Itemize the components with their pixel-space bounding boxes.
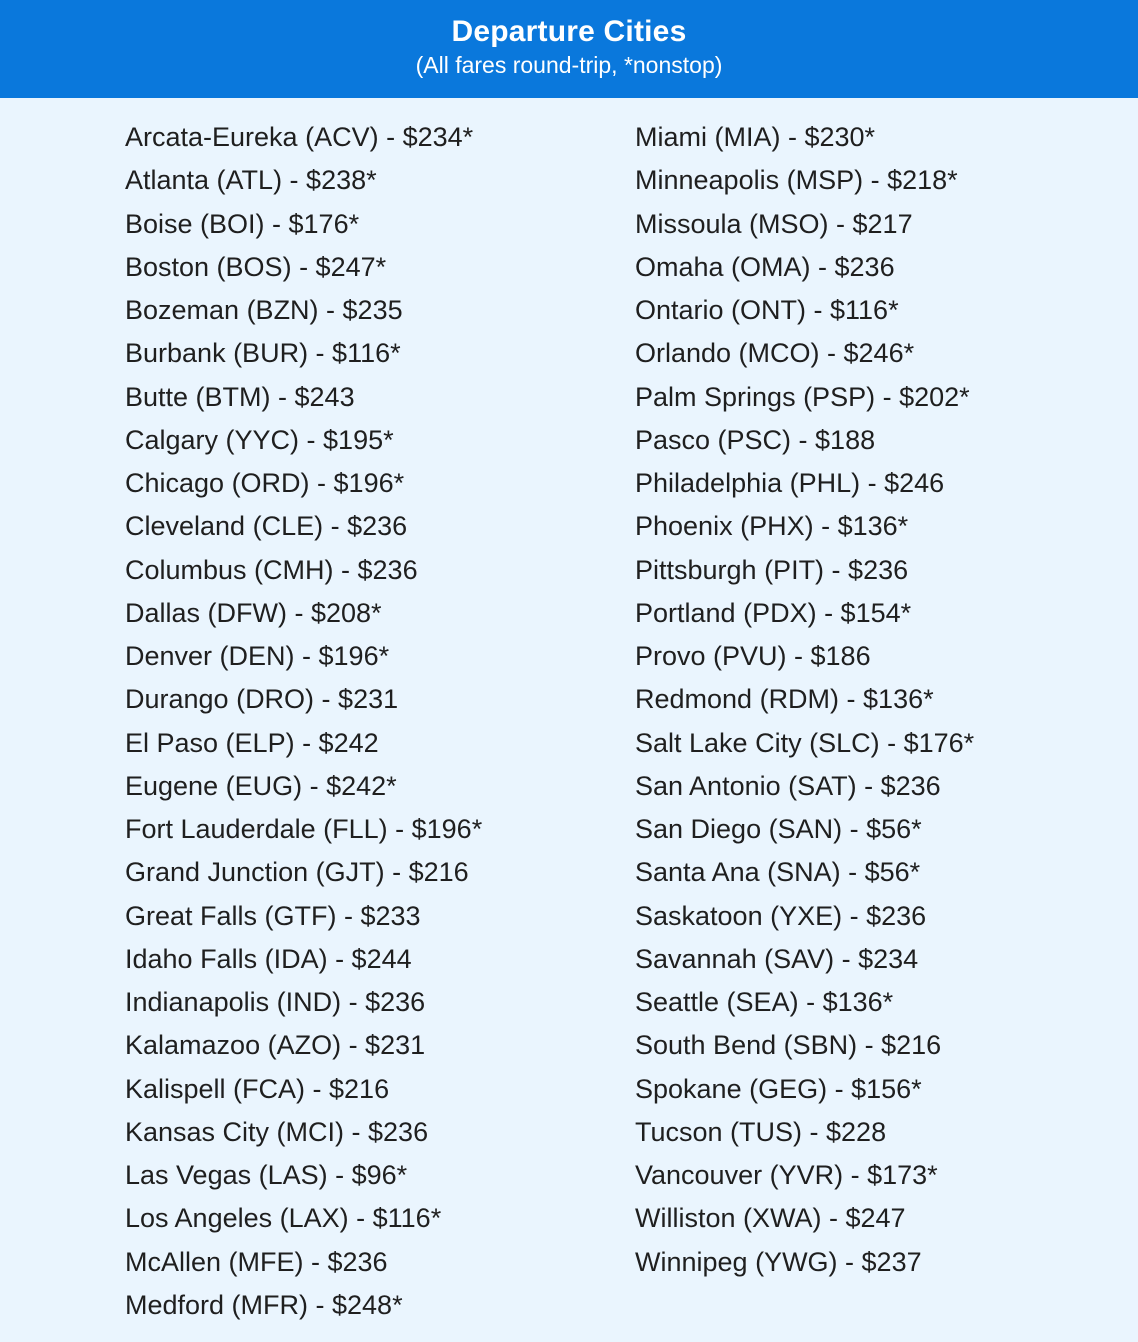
city-fare-item: Phoenix (PHX) - $136* bbox=[635, 511, 909, 542]
city-fare-item: San Diego (SAN) - $56* bbox=[635, 814, 922, 844]
city-fare-item: Butte (BTM) - $243 bbox=[125, 381, 355, 412]
city-fare-item: Cleveland (CLE) - $236 bbox=[125, 511, 408, 542]
city-fare-item: Kalamazoo (AZO) - $231 bbox=[125, 1030, 426, 1061]
city-fare-item: San Antonio (SAT) - $236 bbox=[635, 770, 941, 801]
right-city-column bbox=[635, 116, 974, 1284]
city-fare-item: Idaho Falls (IDA) - $244 bbox=[125, 943, 412, 974]
city-fare-item: Salt Lake City (SLC) - $176* bbox=[635, 727, 975, 758]
city-fare-item: Denver (DEN) - $196* bbox=[125, 641, 390, 671]
city-fare-item: McAllen (MFE) - $236 bbox=[125, 1246, 388, 1277]
city-fare-item: Redmond (RDM) - $136* bbox=[635, 684, 934, 715]
city-fare-item: Fort Lauderdale (FLL) - $196* bbox=[125, 814, 483, 844]
city-fare-item: Boston (BOS) - $247* bbox=[125, 251, 387, 282]
city-fare-item: Kalispell (FCA) - $216 bbox=[125, 1073, 390, 1104]
city-fare-item: Dallas (DFW) - $208* bbox=[125, 597, 382, 628]
city-fare-item: Las Vegas (LAS) - $96* bbox=[125, 1160, 408, 1190]
city-fare-item: Vancouver (YVR) - $173* bbox=[635, 1160, 938, 1190]
city-fare-item: South Bend (SBN) - $216 bbox=[635, 1030, 942, 1061]
city-fare-item: Spokane (GEG) - $156* bbox=[635, 1073, 922, 1104]
city-fare-item: Burbank (BUR) - $116* bbox=[125, 338, 401, 369]
city-fare-item: Palm Springs (PSP) - $202* bbox=[635, 381, 970, 412]
city-fare-item: Pittsburgh (PIT) - $236 bbox=[635, 554, 909, 585]
city-fare-item: Columbus (CMH) - $236 bbox=[125, 554, 418, 585]
city-fare-item: Ontario (ONT) - $116* bbox=[635, 295, 899, 325]
city-fare-item: Savannah (SAV) - $234 bbox=[635, 943, 919, 974]
city-fare-item: Missoula (MSO) - $217 bbox=[635, 208, 913, 239]
left-city-column bbox=[125, 116, 482, 1327]
city-fare-item: Minneapolis (MSP) - $218* bbox=[635, 165, 958, 196]
city-fare-item: Bozeman (BZN) - $235 bbox=[125, 295, 403, 325]
page-subtitle: (All fares round-trip, *nonstop) bbox=[415, 52, 723, 78]
city-fare-item: Calgary (YYC) - $195* bbox=[125, 424, 394, 455]
city-fare-item: Medford (MFR) - $248* bbox=[125, 1289, 403, 1320]
city-fare-item: El Paso (ELP) - $242 bbox=[125, 727, 379, 758]
city-fare-item: Williston (XWA) - $247 bbox=[635, 1203, 906, 1234]
city-fare-item: Portland (PDX) - $154* bbox=[635, 597, 912, 628]
city-fare-item: Pasco (PSC) - $188 bbox=[635, 424, 876, 455]
header-banner bbox=[0, 0, 1138, 98]
city-fare-item: Chicago (ORD) - $196* bbox=[125, 468, 405, 498]
city-fare-item: Arcata-Eureka (ACV) - $234* bbox=[125, 122, 474, 152]
city-fare-item: Miami (MIA) - $230* bbox=[635, 122, 876, 152]
city-fare-item: Indianapolis (IND) - $236 bbox=[125, 987, 426, 1017]
city-fare-item: Atlanta (ATL) - $238* bbox=[125, 165, 377, 196]
city-fare-item: Provo (PVU) - $186 bbox=[635, 641, 871, 671]
city-fare-item: Winnipeg (YWG) - $237 bbox=[635, 1246, 922, 1277]
city-fare-item: Santa Ana (SNA) - $56* bbox=[635, 857, 921, 888]
city-fare-item: Eugene (EUG) - $242* bbox=[125, 770, 397, 801]
city-fare-item: Kansas City (MCI) - $236 bbox=[125, 1116, 429, 1147]
city-fare-item: Los Angeles (LAX) - $116* bbox=[125, 1203, 442, 1234]
city-fare-item: Grand Junction (GJT) - $216 bbox=[125, 857, 469, 888]
city-fare-item: Tucson (TUS) - $228 bbox=[635, 1116, 887, 1147]
city-fare-item: Great Falls (GTF) - $233 bbox=[125, 900, 421, 931]
city-fare-item: Orlando (MCO) - $246* bbox=[635, 338, 915, 369]
city-fare-item: Boise (BOI) - $176* bbox=[125, 208, 360, 239]
city-fare-item: Omaha (OMA) - $236 bbox=[635, 251, 895, 282]
page-title: Departure Cities bbox=[451, 15, 687, 48]
city-fare-item: Durango (DRO) - $231 bbox=[125, 684, 399, 715]
city-fare-item: Philadelphia (PHL) - $246 bbox=[635, 468, 945, 498]
city-fare-item: Seattle (SEA) - $136* bbox=[635, 987, 894, 1017]
city-fare-item: Saskatoon (YXE) - $236 bbox=[635, 900, 927, 931]
